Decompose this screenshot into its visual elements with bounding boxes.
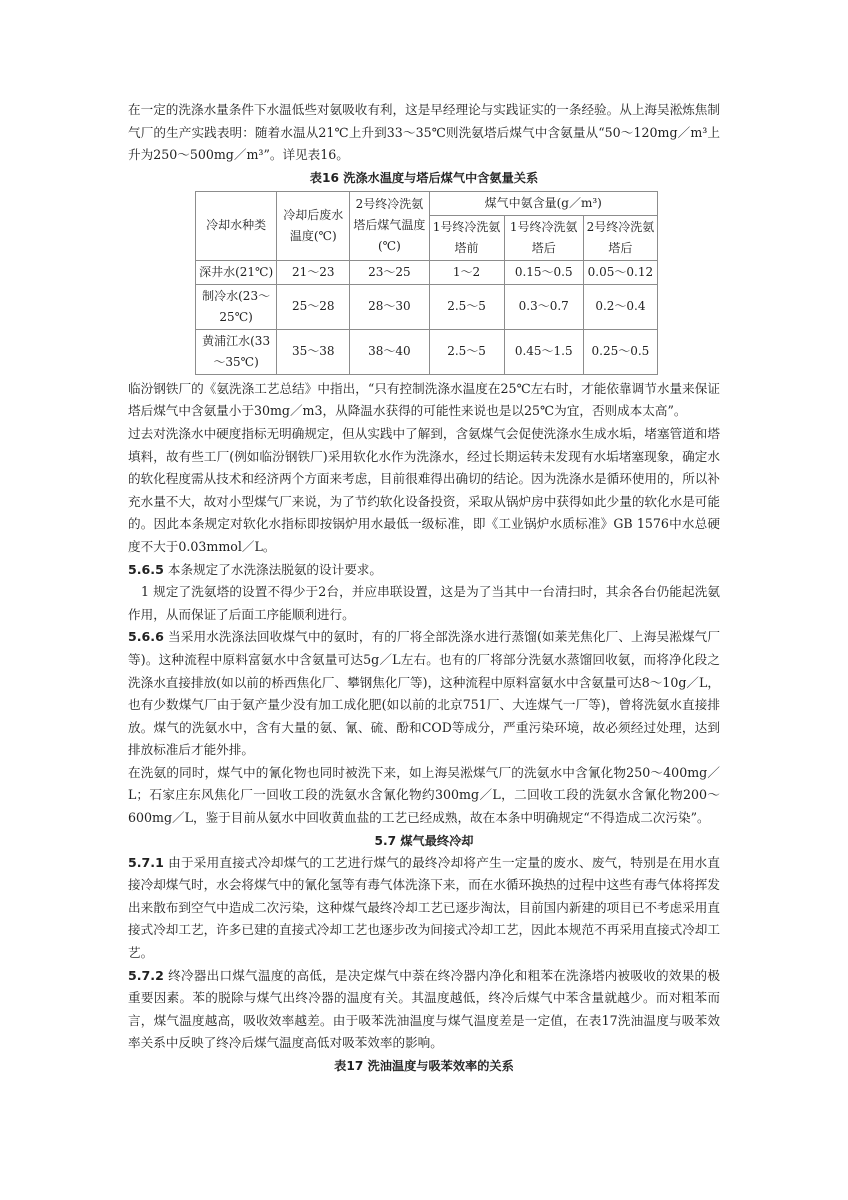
table-16-caption: 表16 洗涤水温度与塔后煤气中含氨量关系 <box>309 170 539 185</box>
clause-number: 5.6.6 <box>128 629 164 645</box>
header-ammonia-group: 煤气中氨含量(g／m³) <box>429 191 658 215</box>
cell-after-2: 0.2～0.4 <box>583 284 657 329</box>
cell-waste-temp: 35～38 <box>277 329 350 374</box>
cell-after-1: 0.15～0.5 <box>504 260 583 284</box>
cell-gas-temp: 38～40 <box>350 329 429 374</box>
clause-5-7-1 <box>128 852 720 965</box>
cell-after-1: 0.45～1.5 <box>504 329 583 374</box>
table-row <box>196 284 658 329</box>
cell-before-1: 2.5～5 <box>429 284 504 329</box>
clause-5-6-5 <box>128 559 720 582</box>
cell-water-type: 黄浦江水(33～35℃) <box>196 329 277 374</box>
section-heading-5-7: 5.7 煤气最终冷却 <box>374 833 474 848</box>
clause-text: 终冷器出口煤气温度的高低，是决定煤气中萘在终冷器内净化和粗苯在洗涤塔内被吸收的效果的极重要因素。苯的脱除与煤气出终冷器的温度有关。其温度越低，终冷后煤气中苯含量就越少。而对粗苯而言，煤气温度越高，吸收效率越差。由于吸苯洗油温度与煤气温度差是一定值，在表17洗油温度与吸苯效率关系中反映了终冷后煤气温度高低对吸苯效率的影响。 <box>128 967 720 1051</box>
header-after-1: 1号终冷洗氨塔后 <box>504 215 583 260</box>
clause-text: 由于采用直接式冷却煤气的工艺进行煤气的最终冷却将产生一定量的废水、废气，特别是在用水直接冷却煤气时，水会将煤气中的氰化氢等有毒气体洗涤下来，而在水循环换热的过程中这些有毒气体将挥发出来散布到空气中造成二次污染，这种煤气最终冷却工艺已逐步淘汰，目前国内新建的项目已不考虑采用直接式冷却工艺，许多已建的直接式冷却工艺也逐步改为间接式冷却工艺，因此本规范不再采用直接式冷却工艺。 <box>128 854 720 961</box>
cell-after-1: 0.3～0.7 <box>504 284 583 329</box>
cell-after-2: 0.05～0.12 <box>583 260 657 284</box>
cell-water-type: 制冷水(23～25℃) <box>196 284 277 329</box>
header-water-type: 冷却水种类 <box>196 191 277 260</box>
paragraph-cyanide: 在洗氨的同时，煤气中的氰化物也同时被洗下来，如上海吴淞煤气厂的洗氨水中含氰化物250～400mg／L；石家庄东风焦化厂一回收工段的洗氨水含氰化物约300mg／L，二回收工段的洗氨水含氰化物200～600mg／L，鉴于目前从氨水中回收黄血盐的工艺已经成熟，故在本条中明确规定“不得造成二次污染”。 <box>128 764 720 826</box>
table-16 <box>195 191 658 375</box>
table-17-caption: 表17 洗油温度与吸苯效率的关系 <box>334 1059 514 1073</box>
cell-after-2: 0.25～0.5 <box>583 329 657 374</box>
clause-5-6-6 <box>128 626 720 762</box>
clause-5-7-2 <box>128 965 720 1055</box>
cell-before-1: 2.5～5 <box>429 329 504 374</box>
paragraph-linfen-quote: 临汾钢铁厂的《氨洗涤工艺总结》中指出，“只有控制洗涤水温度在25℃左右时，才能依靠调节水量来保证塔后煤气中含氨量小于30mg／m3，从降温水获得的可能性来说也是以25℃为宜，否则成本太高”。 <box>128 380 720 419</box>
cell-waste-temp: 25～28 <box>277 284 350 329</box>
paragraph-water-hardness: 过去对洗涤水中硬度指标无明确规定，但从实践中了解到，含氨煤气会促使洗涤水生成水垢，堵塞管道和塔填料，故有些工厂(例如临汾钢铁厂)采用软化水作为洗涤水，经过长期运转未发现有水垢堵塞现象，确定水的软化程度需从技术和经济两个方面来考虑，目前很难得出确切的结论。因为洗涤水是循环使用的，所以补充水量不大，故对小型煤气厂来说，为了节约软化设备投资，采取从锅炉房中获得如此少量的软化水是可能的。因此本条规定对软化水指标即按锅炉用水最低一级标准，即《工业锅炉水质标准》GB 1576中水总硬度不大于0.03mmol／L。 <box>128 425 720 554</box>
cell-waste-temp: 21～23 <box>277 260 350 284</box>
document-body <box>128 99 720 1077</box>
table-row <box>196 329 658 374</box>
cell-water-type: 深井水(21℃) <box>196 260 277 284</box>
clause-number: 5.7.1 <box>128 854 164 870</box>
clause-text: 当采用水洗涤法回收煤气中的氨时，有的厂将全部洗涤水进行蒸馏(如莱芜焦化厂、上海吴淞煤气厂等)。这种流程中原料富氨水中含氨量可达5g／L左右。也有的厂将部分洗氨水蒸馏回收氨，而将净化段之洗涤水直接排放(如以前的桥西焦化厂、攀钢焦化厂等)，这种流程中原料富氨水中含氨量可达8～10g／L，也有少数煤气厂由于氨产量少没有加工成化肥(如以前的北京751厂、大连煤气一厂等)，曾将洗氨水直接排放。煤气的洗氨水中，含有大量的氨、氰、硫、酚和COD等成分，严重污染环境，故必须经过处理，达到排放标准后才能外排。 <box>128 629 720 758</box>
header-after-2: 2号终冷洗氨塔后 <box>583 215 657 260</box>
clause-5-6-5-item-1: 1 规定了洗氨塔的设置不得少于2台，并应串联设置，这是为了当其中一台清扫时，其余各台仍能起洗氨作用，从而保证了后面工序能顺利进行。 <box>128 584 720 622</box>
cell-gas-temp: 23～25 <box>350 260 429 284</box>
cell-gas-temp: 28～30 <box>350 284 429 329</box>
clause-number: 5.7.2 <box>128 967 164 983</box>
header-before-1: 1号终冷洗氨塔前 <box>429 215 504 260</box>
clause-text: 本条规定了水洗涤法脱氨的设计要求。 <box>167 561 382 577</box>
cell-before-1: 1～2 <box>429 260 504 284</box>
clause-number: 5.6.5 <box>128 561 164 577</box>
paragraph-intro: 在一定的洗涤水量条件下水温低些对氨吸收有利，这是早经理论与实践证实的一条经验。从上海吴淞炼焦制气厂的生产实践表明：随着水温从21℃上升到33～35℃则洗氨塔后煤气中含氨量从“50～120mg／m³上升为250～500mg／m³”。详见表16。 <box>128 102 720 163</box>
header-gas-temp: 2号终冷洗氨塔后煤气温度(℃) <box>350 191 429 260</box>
table-row <box>196 260 658 284</box>
header-waste-temp: 冷却后废水温度(℃) <box>277 191 350 260</box>
